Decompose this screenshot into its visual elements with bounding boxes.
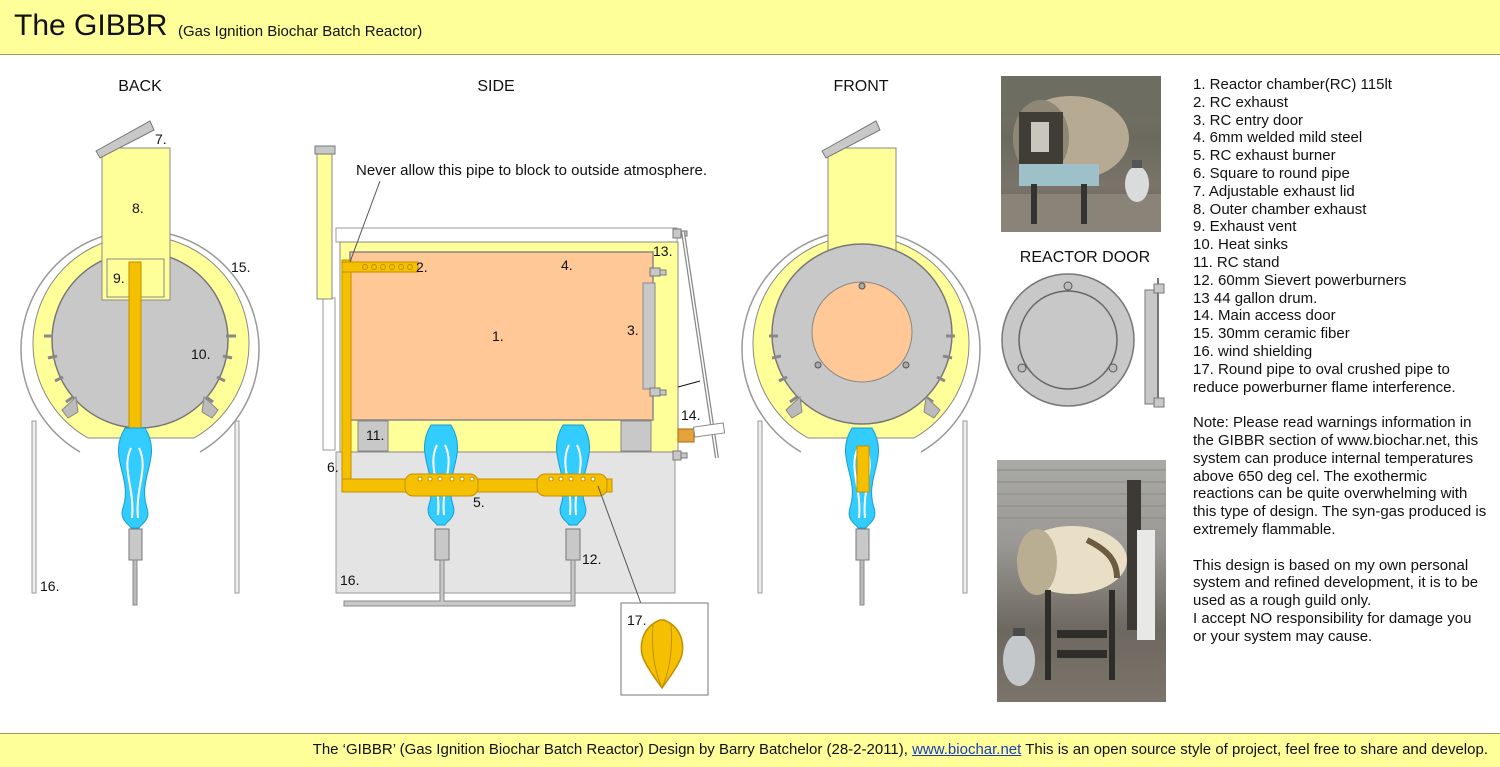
side-view	[315, 146, 725, 695]
disclaimer: This design is based on my own personal system and refined development, it is to be used as a rough guild only.	[1193, 556, 1479, 610]
legend-item: 3. RC entry door	[1193, 111, 1304, 129]
side-callout-14: 14.	[681, 407, 701, 423]
page-subtitle: (Gas Ignition Biochar Batch Reactor)	[178, 23, 423, 40]
side-callout-12: 12.	[582, 551, 602, 567]
side-outer-exhaust	[317, 151, 332, 299]
view-label-side: SIDE	[477, 78, 515, 95]
footer-link[interactable]: www.biochar.net	[912, 741, 1022, 758]
side-access-door-handle	[678, 429, 694, 442]
footer-credit	[313, 741, 1488, 758]
legend-item: 16. wind shielding	[1193, 342, 1313, 360]
side-callout-5: 5.	[473, 494, 485, 510]
back-view	[21, 121, 259, 605]
side-callout-6: 6.	[327, 459, 339, 475]
legend-item: 12. 60mm Sievert powerburners	[1193, 271, 1407, 289]
side-callout-13: 13.	[653, 243, 673, 259]
legend-item: 10. Heat sinks	[1193, 236, 1289, 254]
legend-item: 2. RC exhaust	[1193, 93, 1289, 111]
back-wind-shield-left	[32, 421, 36, 593]
side-callout-3: 3.	[627, 322, 639, 338]
page-title: The GIBBR	[14, 9, 168, 42]
side-square-to-round-pipe	[342, 260, 351, 492]
legend-item: 11. RC stand	[1193, 253, 1280, 271]
footer-bar	[0, 733, 1500, 767]
back-callout-10: 10.	[191, 346, 211, 362]
side-rc-entry-door	[643, 283, 655, 389]
legend-item: 13 44 gallon drum.	[1193, 289, 1318, 307]
view-label-front: FRONT	[833, 78, 889, 95]
header-bar	[0, 0, 1500, 55]
side-callout-4: 4.	[561, 257, 573, 273]
legend-panel	[1193, 76, 1493, 646]
legend-item: 15. 30mm ceramic fiber	[1193, 325, 1350, 343]
warning-note: Note: Please read warnings information in the GIBBR section of www.biochar.net, this system can produce internal temperatures above 650 deg cel. The exothermic reactions can be quite overwhelming with this type of design. The syn-gas produced is extremely flammable.	[1193, 414, 1487, 538]
reactor-photo-icon	[1001, 76, 1161, 232]
side-callout-1: 1.	[492, 328, 504, 344]
side-callout-2: 2.	[416, 259, 428, 275]
side-wind-shield	[336, 452, 675, 593]
reactor-photo-icon	[997, 460, 1166, 702]
reactor-photo-top	[1001, 76, 1161, 232]
pipe-warning-note: Never allow this pipe to block to outside atmosphere.	[356, 162, 708, 179]
legend-item: 9. Exhaust vent	[1193, 218, 1297, 236]
footer-text-after: This is an open source style of project, feel free to share and develop.	[1021, 741, 1488, 758]
back-callout-7: 7.	[155, 131, 167, 147]
legend-item: 5. RC exhaust burner	[1193, 147, 1336, 165]
side-rc-stand-right	[621, 421, 651, 451]
legend-item: 6. Square to round pipe	[1193, 164, 1350, 182]
side-callout-11: 11.	[366, 427, 385, 443]
legend-item: 17. Round pipe to oval crushed pipe to reduce powerburner flame interference.	[1193, 360, 1456, 396]
view-label-back: BACK	[118, 78, 162, 95]
legend-item: 14. Main access door	[1193, 307, 1336, 325]
front-reactor-door	[812, 282, 912, 382]
view-label-reactor-door: REACTOR DOOR	[1019, 249, 1151, 266]
reactor-photo-bottom	[997, 460, 1166, 702]
back-callout-15: 15.	[231, 259, 251, 275]
side-callout-16: 16.	[340, 572, 360, 588]
legend-item: 1. Reactor chamber(RC) 115lt	[1193, 76, 1392, 93]
legend-item: 7. Adjustable exhaust lid	[1193, 182, 1355, 200]
back-callout-8: 8.	[132, 200, 144, 216]
back-wind-shield-right	[235, 421, 239, 593]
side-callout-17: 17.	[627, 612, 647, 628]
reactor-door-detail	[1002, 274, 1164, 407]
back-callout-16: 16.	[40, 578, 60, 594]
front-view	[742, 121, 980, 605]
footer-text-before: The ‘GIBBR’ (Gas Ignition Biochar Batch Reactor) Design by Barry Batchelor (28-2-2011),	[312, 741, 913, 758]
back-callout-9: 9.	[113, 270, 125, 286]
legend-item: 8. Outer chamber exhaust	[1193, 200, 1367, 218]
legend-item: 4. 6mm welded mild steel	[1193, 129, 1363, 147]
disclaimer-responsibility: I accept NO responsibility for damage you or your system may cause.	[1193, 609, 1472, 645]
